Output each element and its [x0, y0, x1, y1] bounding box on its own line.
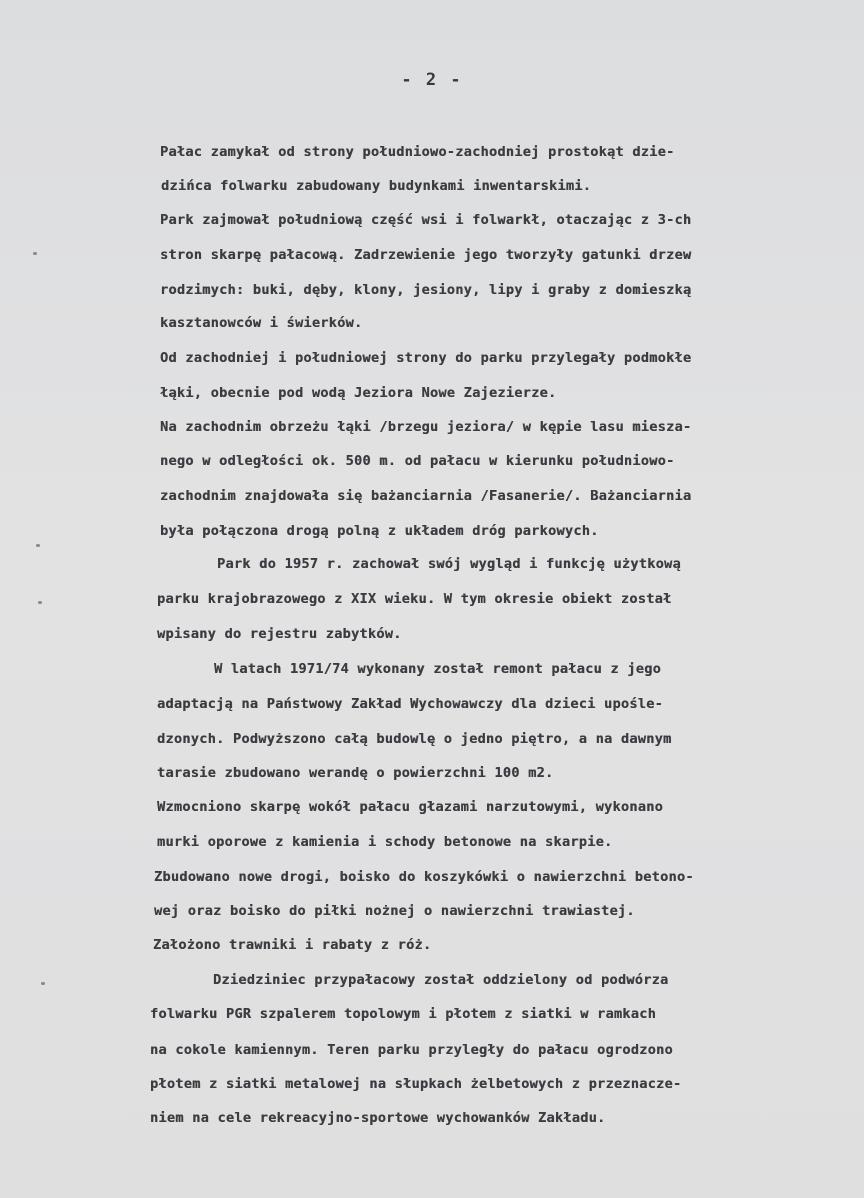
text-line: Pałac zamykał od strony południowo-zachodniej prostokąt dzie- — [160, 144, 675, 160]
text-line: łąki, obecnie pod wodą Jeziora Nowe Zajezierze. — [160, 385, 557, 401]
text-line: folwarku PGR szpalerem topolowym i płotem z siatki w ramkach — [150, 1006, 657, 1022]
text-line: była połączona drogą polną z układem dróg parkowych. — [160, 523, 599, 539]
text-line: stron skarpę pałacową. Zadrzewienie jego tworzyły gatunki drzew — [160, 247, 692, 263]
text-line: parku krajobrazowego z XIX wieku. W tym okresie obiekt został — [157, 591, 672, 607]
text-line: tarasie zbudowano werandę o powierzchni 100 m2. — [157, 765, 554, 781]
text-line: adaptacją na Państwowy Zakład Wychowawczy dla dzieci upośle- — [157, 696, 664, 712]
text-line: Od zachodniej i południowej strony do parku przylegały podmokłe — [160, 350, 692, 366]
text-line: Zbudowano nowe drogi, boisko do koszykówki o nawierzchni betono- — [154, 869, 694, 885]
text-line: wej oraz boisko do piłki nożnej o nawierzchni trawiastej. — [154, 903, 635, 919]
text-line: nego w odległości ok. 500 m. od pałacu w kierunku południowo- — [160, 453, 675, 469]
text-line: niem na cele rekreacyjno-sportowe wychowanków Zakładu. — [150, 1110, 606, 1126]
page-number: - 2 - — [401, 70, 463, 90]
margin-mark — [38, 601, 42, 604]
text-line: Wzmocniono skarpę wokół pałacu głazami narzutowymi, wykonano — [157, 799, 664, 815]
text-line: na cokole kamiennym. Teren parku przyległy do pałacu ogrodzono — [150, 1042, 673, 1058]
text-line: dzińca folwarku zabudowany budynkami inwentarskimi. — [161, 178, 592, 194]
text-line: Park do 1957 r. zachował swój wygląd i funkcję użytkową — [217, 556, 681, 572]
text-line: Park zajmował południową część wsi i folwarkł, otaczając z 3-ch — [160, 212, 692, 228]
text-line: płotem z siatki metalowej na słupkach żelbetowych z przeznacze- — [150, 1076, 682, 1092]
text-line: kasztanowców i świerków. — [160, 315, 363, 331]
text-line: Założono trawniki i rabaty z róż. — [153, 937, 432, 953]
text-line: rodzimych: buki, dęby, klony, jesiony, lipy i graby z domieszką — [160, 282, 692, 298]
text-line: zachodnim znajdowała się bażanciarnia /Fasanerie/. Bażanciarnia — [160, 488, 692, 504]
text-line: W latach 1971/74 wykonany został remont pałacu z jego — [214, 661, 662, 677]
margin-mark — [41, 982, 45, 985]
margin-mark — [33, 252, 37, 255]
margin-mark — [36, 544, 40, 547]
text-line: murki oporowe z kamienia i schody betonowe na skarpie. — [157, 834, 613, 850]
text-line: wpisany do rejestru zabytków. — [157, 626, 402, 642]
text-line: Dziedziniec przypałacowy został oddzielony od podwórza — [213, 972, 669, 988]
text-line: Na zachodnim obrzeżu łąki /brzegu jeziora/ w kępie lasu miesza- — [160, 419, 692, 435]
text-line: dzonych. Podwyższono całą budowlę o jedno piętro, a na dawnym — [157, 731, 672, 747]
